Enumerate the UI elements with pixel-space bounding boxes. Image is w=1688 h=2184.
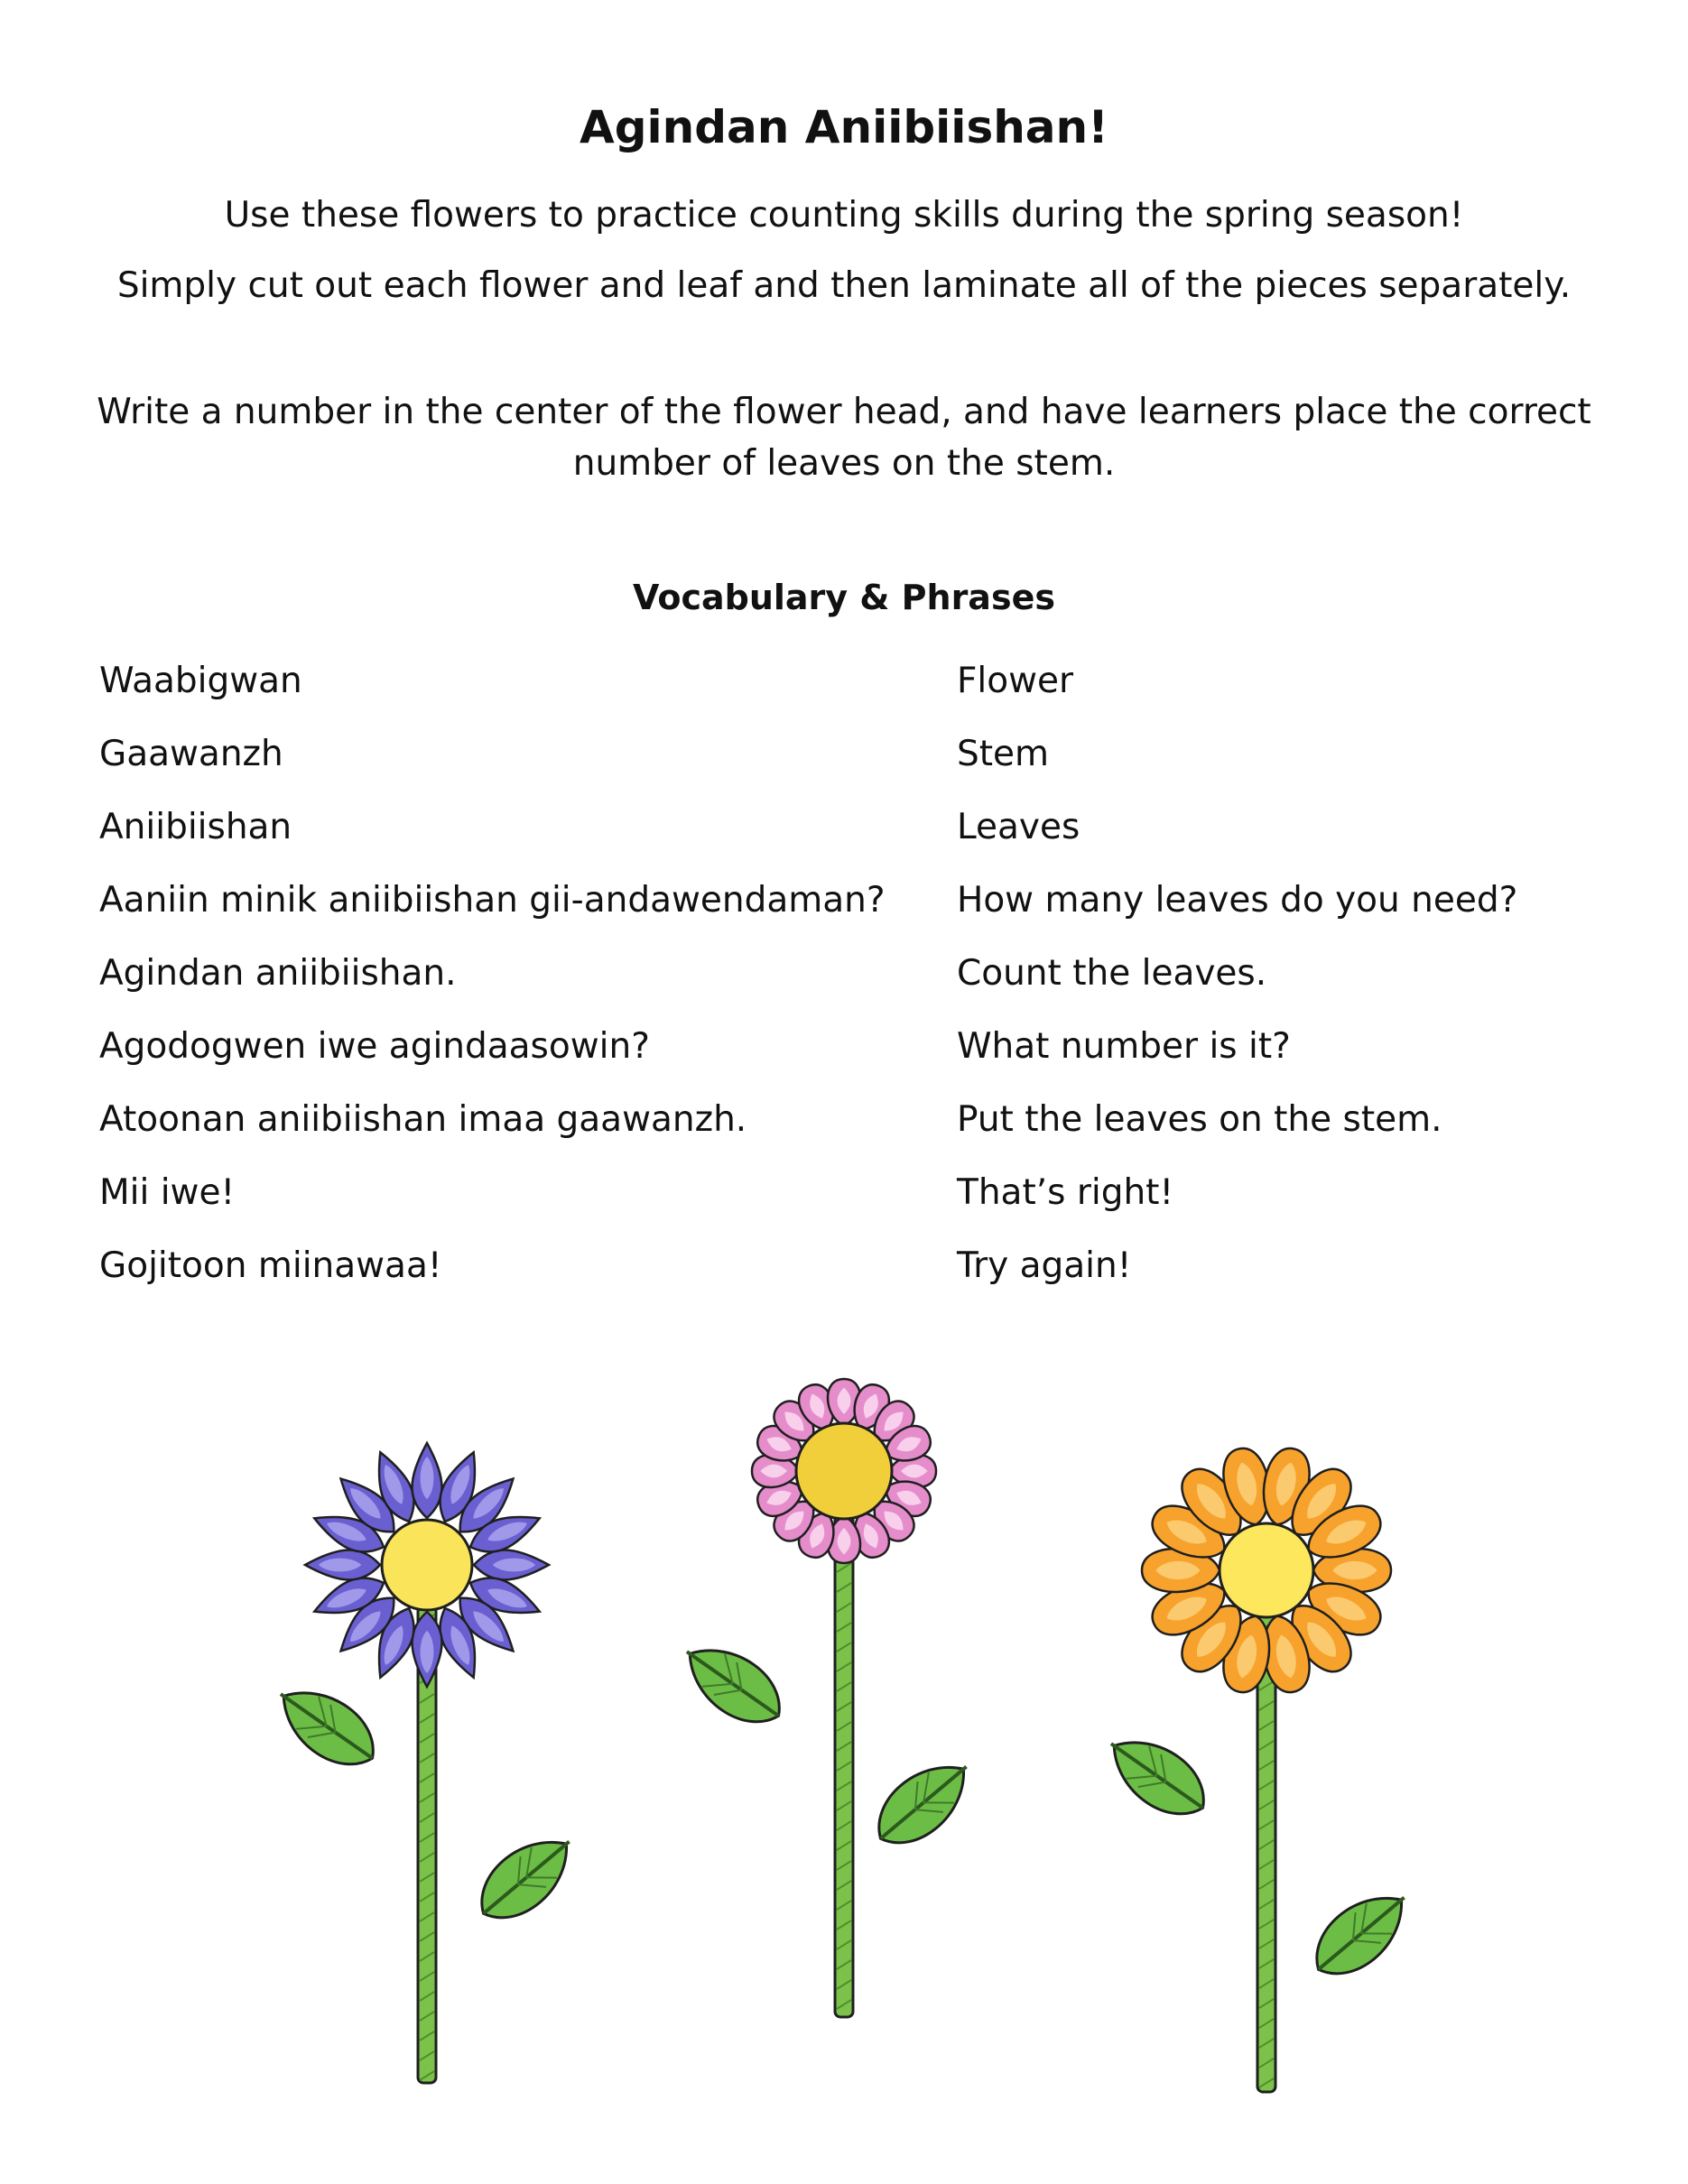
flower-center (796, 1423, 892, 1519)
vocab-english: Flower (957, 661, 1074, 701)
vocab-english: What number is it? (957, 1026, 1291, 1067)
vocab-english: Leaves (957, 807, 1081, 847)
vocab-ojibwe: Atoonan aniibiishan imaa gaawanzh. (99, 1099, 747, 1140)
instruction-3: Write a number in the center of the flower head, and have learners place the correct number of leaves on the stem. (97, 392, 1591, 484)
vocab-ojibwe: Gaawanzh (99, 734, 283, 774)
page-title: Agindan Aniibiishan! (580, 101, 1108, 153)
leaf-icon (671, 1629, 794, 1739)
vocab-english: Put the leaves on the stem. (957, 1099, 1442, 1140)
leaf-icon (1095, 1721, 1219, 1831)
vocab-ojibwe: Aaniin minik aniibiishan gii-andawendaman? (99, 880, 886, 921)
leaf-icon (1301, 1876, 1423, 1991)
instruction-2: Simply cut out each flower and leaf and then laminate all of the pieces separately. (116, 265, 1572, 306)
leaf-icon (863, 1745, 985, 1860)
petal (305, 1550, 380, 1580)
vocab-english: That’s right! (957, 1172, 1174, 1213)
vocab-ojibwe: Mii iwe! (99, 1172, 236, 1213)
vocab-english: Try again! (957, 1245, 1132, 1286)
vocab-ojibwe: Waabigwan (99, 661, 302, 701)
vocab-english: Stem (957, 734, 1050, 774)
leaf-icon (466, 1820, 588, 1935)
vocabulary-heading: Vocabulary & Phrases (633, 578, 1055, 617)
instruction-1: Use these flowers to practice counting skills during the spring season! (224, 195, 1464, 236)
vocab-english: Count the leaves. (957, 953, 1267, 994)
vocab-ojibwe: Gojitoon miinawaa! (99, 1245, 442, 1286)
flower-center (1220, 1523, 1313, 1617)
flower-center (382, 1520, 472, 1610)
leaf-icon (264, 1671, 388, 1781)
vocab-english: How many leaves do you need? (957, 880, 1518, 921)
petal (413, 1443, 442, 1518)
petal (474, 1550, 549, 1580)
vocab-ojibwe: Aniibiishan (99, 807, 292, 847)
pink-flower (752, 1379, 936, 2017)
vocab-ojibwe: Agindan aniibiishan. (99, 953, 457, 994)
petal (413, 1612, 442, 1687)
vocab-ojibwe: Agodogwen iwe agindaasowin? (99, 1026, 650, 1067)
